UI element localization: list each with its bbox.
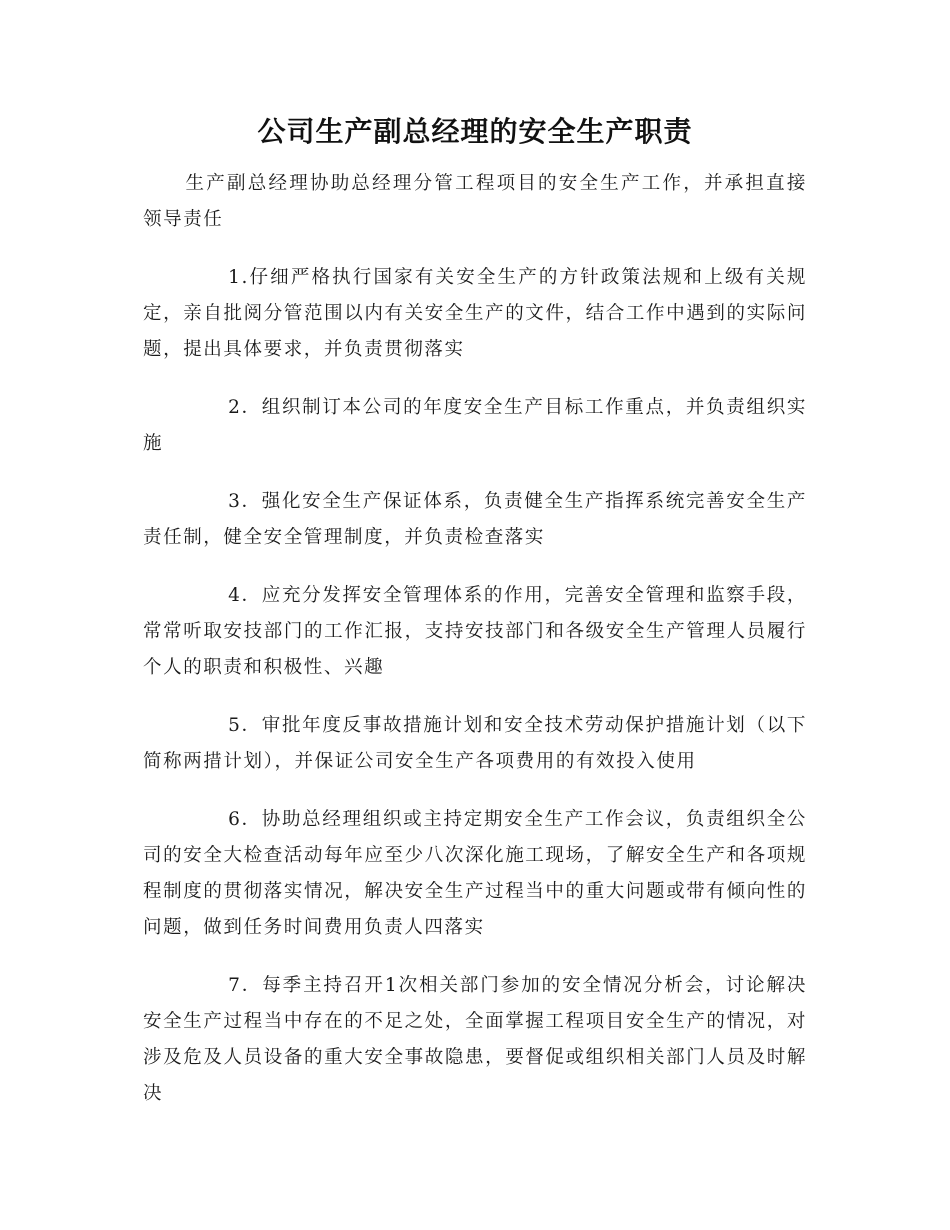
paragraph-item-6: 6．协助总经理组织或主持定期安全生产工作会议，负责组织全公司的安全大检查活动每年应至少八次深化施工现场，了解安全生产和各项规程制度的贯彻落实情况，解决安全生产过程当中的重大问题或带有倾向性的问题，做到任务时间费用负责人四落实 <box>143 809 807 938</box>
document-body <box>143 166 807 1134</box>
paragraph-item-5: 5．审批年度反事故措施计划和安全技术劳动保护措施计划（以下简称两措计划），并保证公司安全生产各项费用的有效投入使用 <box>143 715 807 772</box>
paragraph-item-3: 3．强化安全生产保证体系，负责健全生产指挥系统完善安全生产责任制，健全安全管理制度，并负责检查落实 <box>143 491 807 548</box>
paragraph-item-4: 4．应充分发挥安全管理体系的作用，完善安全管理和监察手段，常常听取安技部门的工作汇报，支持安技部门和各级安全生产管理人员履行个人的职责和积极性、兴趣 <box>143 585 807 678</box>
paragraph-item-7: 7．每季主持召开1次相关部门参加的安全情况分析会，讨论解决安全生产过程当中存在的不足之处，全面掌握工程项目安全生产的情况，对涉及危及人员设备的重大安全事故隐患，要督促或组织相关部门人员及时解决 <box>143 975 807 1104</box>
paragraph-item-2: 2．组织制订本公司的年度安全生产目标工作重点，并负责组织实施 <box>143 397 807 454</box>
document-title: 公司生产副总经理的安全生产职责 <box>257 115 693 148</box>
paragraph-item-1: 1.仔细严格执行国家有关安全生产的方针政策法规和上级有关规定，亲自批阅分管范围以内有关安全生产的文件，结合工作中遇到的实际问题，提出具体要求，并负责贯彻落实 <box>143 267 807 360</box>
paragraph-intro: 生产副总经理协助总经理分管工程项目的安全生产工作，并承担直接领导责任 <box>143 173 807 230</box>
